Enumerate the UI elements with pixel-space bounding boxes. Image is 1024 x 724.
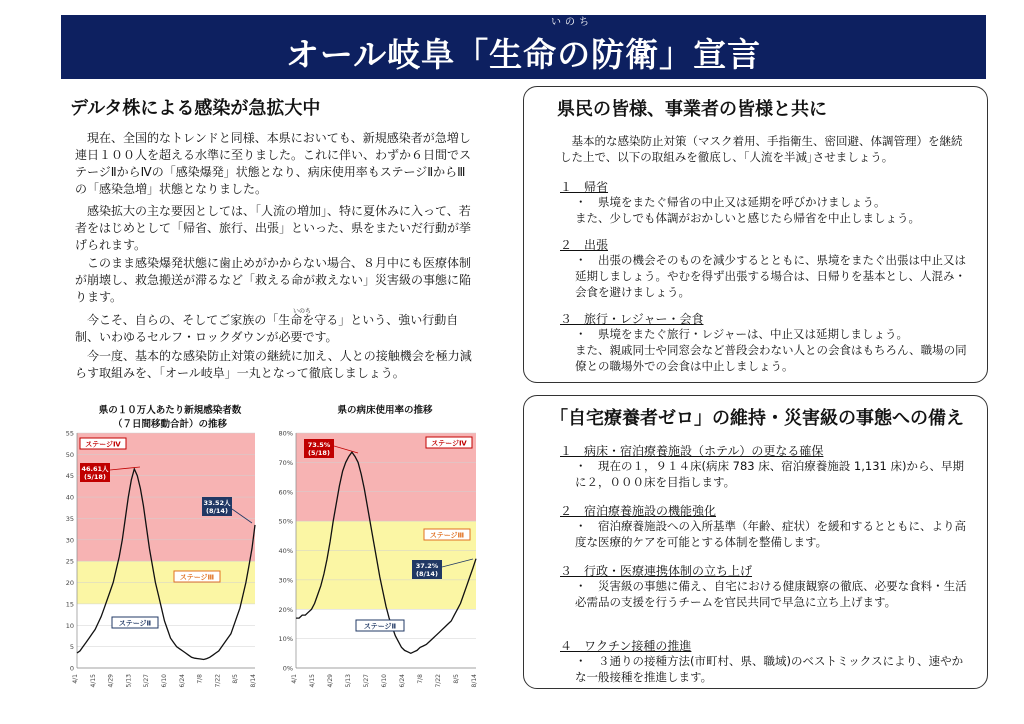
x-tick-label: 8/14 xyxy=(471,674,478,688)
stage-label: ステージⅢ xyxy=(429,531,465,540)
x-tick-label: 6/24 xyxy=(178,674,186,688)
y-tick-label: 30 xyxy=(65,536,74,545)
chart1-new-cases xyxy=(62,425,257,710)
annotation-text: (8/14) xyxy=(416,570,438,578)
y-tick-label: 40% xyxy=(278,547,293,555)
section-coordination-head: ３ 行政・医療連携体制の立ち上げ xyxy=(560,564,753,578)
section-hotel-body: ・ 宿泊療養施設への入所基準（年齢、症状）を緩和するとともに、より高度な医療的ケアを可能とする体制を整備します。 xyxy=(575,519,966,549)
y-tick-label: 70% xyxy=(278,458,293,467)
citizens-box-intro: 基本的な感染防止対策（マスク着用、手指衛生、密回避、体調管理）を継続した上で、以下の取組みを徹底し、｢人流を半減｣させましょう。 xyxy=(560,134,963,164)
section-homecoming-head: １ 帰省 xyxy=(560,180,609,194)
y-tick-label: 0 xyxy=(69,664,74,673)
annotation-text: (5/18) xyxy=(308,449,330,457)
section-vaccine-body: ・ ３通りの接種方法(市町村、県、職域)のベストミックスにより、速やかな一般接種を推進します。 xyxy=(575,654,964,684)
left-paragraph-3: このまま感染爆発状態に歯止めがかからない場合、８月中にも医療体制が崩壊し、救急搬送が滞るなど「救える命が救えない」災害級の事態に陥ります。 xyxy=(75,256,472,304)
y-tick-label: 0% xyxy=(282,664,293,673)
section-travel-head: ３ 旅行・レジャー・会食 xyxy=(560,312,704,326)
y-tick-label: 60% xyxy=(278,488,293,497)
section-beds-head: １ 病床・宿泊療養施設（ホテル）の更なる確保 xyxy=(560,444,824,458)
y-tick-label: 30% xyxy=(278,576,293,585)
chart2-title: 県の病床使用率の推移 xyxy=(337,405,433,416)
y-tick-label: 80% xyxy=(278,429,293,438)
x-tick-label: 4/15 xyxy=(309,674,316,688)
annotation-text: 73.5% xyxy=(307,441,331,449)
section-business-trip-body: ・ 出張の機会そのものを減少するとともに、県境をまたぐ出張は中止又は延期しましょう。やむを得ず出張する場合は、日帰りを基本とし、人混み・会食を避けましょう。 xyxy=(575,253,966,299)
banner-ruby: いのち xyxy=(551,17,593,28)
x-tick-label: 6/10 xyxy=(161,674,168,688)
citizens-box-title: 県民の皆様、事業者の皆様と共に xyxy=(557,99,827,120)
x-tick-label: 8/5 xyxy=(453,674,460,684)
section-coordination-body: ・ 災害級の事態に備え、自宅における健康観察の徹底、必要な食料・生活必需品の支援を行うチームを官民共同で早急に立ち上げます。 xyxy=(575,579,967,609)
x-tick-label: 5/13 xyxy=(125,674,133,688)
x-tick-label: 5/13 xyxy=(345,674,352,688)
stage-label: ステージⅡ xyxy=(363,622,397,631)
left-paragraph-1: 現在、全国的なトレンドと同様、本県においても、新規感染者が急増し連日１００人を超える水準に至りました。これに伴い、わずか６日間でステージⅡからⅣの「感染爆発」状態となり、病床使用率もステージⅡからⅢの「感染急増」状態となりました。 xyxy=(75,131,472,196)
x-tick-label: 4/29 xyxy=(327,674,334,688)
left-paragraph-2: 感染拡大の主な要因としては、｢人流の増加｣、特に夏休みに入って、若者をはじめとして「帰省、旅行、出張」といった、県をまたいだ行動が挙げられます。 xyxy=(75,204,472,252)
left-paragraph-4: 今こそ、自らの、そしてご家族の「生命を守る」という、強い行動自制、いわゆるセルフ・ロックダウンが必要です。 xyxy=(75,313,459,344)
preparedness-box-title: 「自宅療養者ゼロ」の維持・災害級の事態への備え xyxy=(550,408,964,429)
y-tick-label: 10 xyxy=(65,621,74,630)
annotation-text: (5/18) xyxy=(84,473,106,481)
y-tick-label: 50% xyxy=(278,517,293,526)
x-tick-label: 7/22 xyxy=(435,674,442,688)
y-tick-label: 40 xyxy=(65,493,74,502)
section-beds-body: ・ 現在の１，９１４床(病床 783 床、宿泊療養施設 1,131 床)から、早期に２，０００床を目指します。 xyxy=(575,459,964,489)
x-tick-label: 5/27 xyxy=(143,674,151,688)
y-tick-label: 45 xyxy=(65,472,74,481)
stage-band-1 xyxy=(77,604,255,668)
y-tick-label: 20% xyxy=(278,605,293,614)
x-tick-label: 4/1 xyxy=(72,674,79,684)
section-business-trip-head: ２ 出張 xyxy=(560,238,609,252)
section-hotel-head: ２ 宿泊療養施設の機能強化 xyxy=(560,504,717,518)
annotation-text: 33.52人 xyxy=(203,499,231,507)
x-tick-label: 7/8 xyxy=(196,674,204,684)
stage-label: ステージⅡ xyxy=(118,619,152,628)
x-tick-label: 6/24 xyxy=(399,674,406,688)
chart2-bed-occupancy xyxy=(278,425,483,710)
x-tick-label: 7/22 xyxy=(214,674,222,688)
y-tick-label: 15 xyxy=(65,600,74,609)
x-tick-label: 4/29 xyxy=(107,674,115,688)
section-homecoming-body: ・ 県境をまたぐ帰省の中止又は延期を呼びかけましょう。 また、少しでも体調がおかしいと感じたら帰省を中止しましょう。 xyxy=(575,195,920,225)
page-title: オール岐阜「生命の防衛」宣言 xyxy=(285,35,762,74)
annotation-text: (8/14) xyxy=(206,507,228,515)
stage-label: ステージⅣ xyxy=(431,439,467,448)
y-tick-label: 20 xyxy=(65,579,74,588)
x-tick-label: 8/5 xyxy=(232,674,240,684)
x-tick-label: 4/15 xyxy=(89,674,97,688)
y-tick-label: 25 xyxy=(65,557,74,566)
x-tick-label: 6/10 xyxy=(381,674,388,688)
chart1-title: 県の１０万人あたり新規感染者数 （７日間移動合計）の推移 xyxy=(98,405,242,430)
x-tick-label: 8/14 xyxy=(250,674,257,688)
stage-label: ステージⅢ xyxy=(179,573,215,582)
left-heading: デルタ株による感染が急拡大中 xyxy=(70,98,321,119)
title-banner xyxy=(61,15,986,79)
y-tick-label: 35 xyxy=(65,514,74,523)
ruby-inochi: いのち xyxy=(293,308,312,315)
section-vaccine-head: ４ ワクチン接種の推進 xyxy=(560,639,692,653)
y-tick-label: 55 xyxy=(65,429,74,438)
x-tick-label: 4/1 xyxy=(291,674,298,684)
y-tick-label: 10% xyxy=(278,635,293,644)
y-tick-label: 50 xyxy=(65,450,74,459)
x-tick-label: 5/27 xyxy=(363,674,370,688)
stage-label: ステージⅣ xyxy=(85,440,121,449)
annotation-text: 46.61人 xyxy=(81,465,109,473)
annotation-text: 37.2% xyxy=(415,562,439,570)
x-tick-label: 7/8 xyxy=(417,674,424,684)
y-tick-label: 5 xyxy=(69,643,74,652)
section-travel-body: ・ 県境をまたぐ旅行・レジャーは、中止又は延期しましょう。 また、親戚同士や同窓会など普段会わない人との会食はもちろん、職場の同僚との職場外での会食は中止しましょう。 xyxy=(575,327,967,373)
left-paragraph-5: 今一度、基本的な感染防止対策の継続に加え、人との接触機会を極力減らす取組みを、「オール岐阜」一丸となって徹底しましょう。 xyxy=(75,349,472,380)
